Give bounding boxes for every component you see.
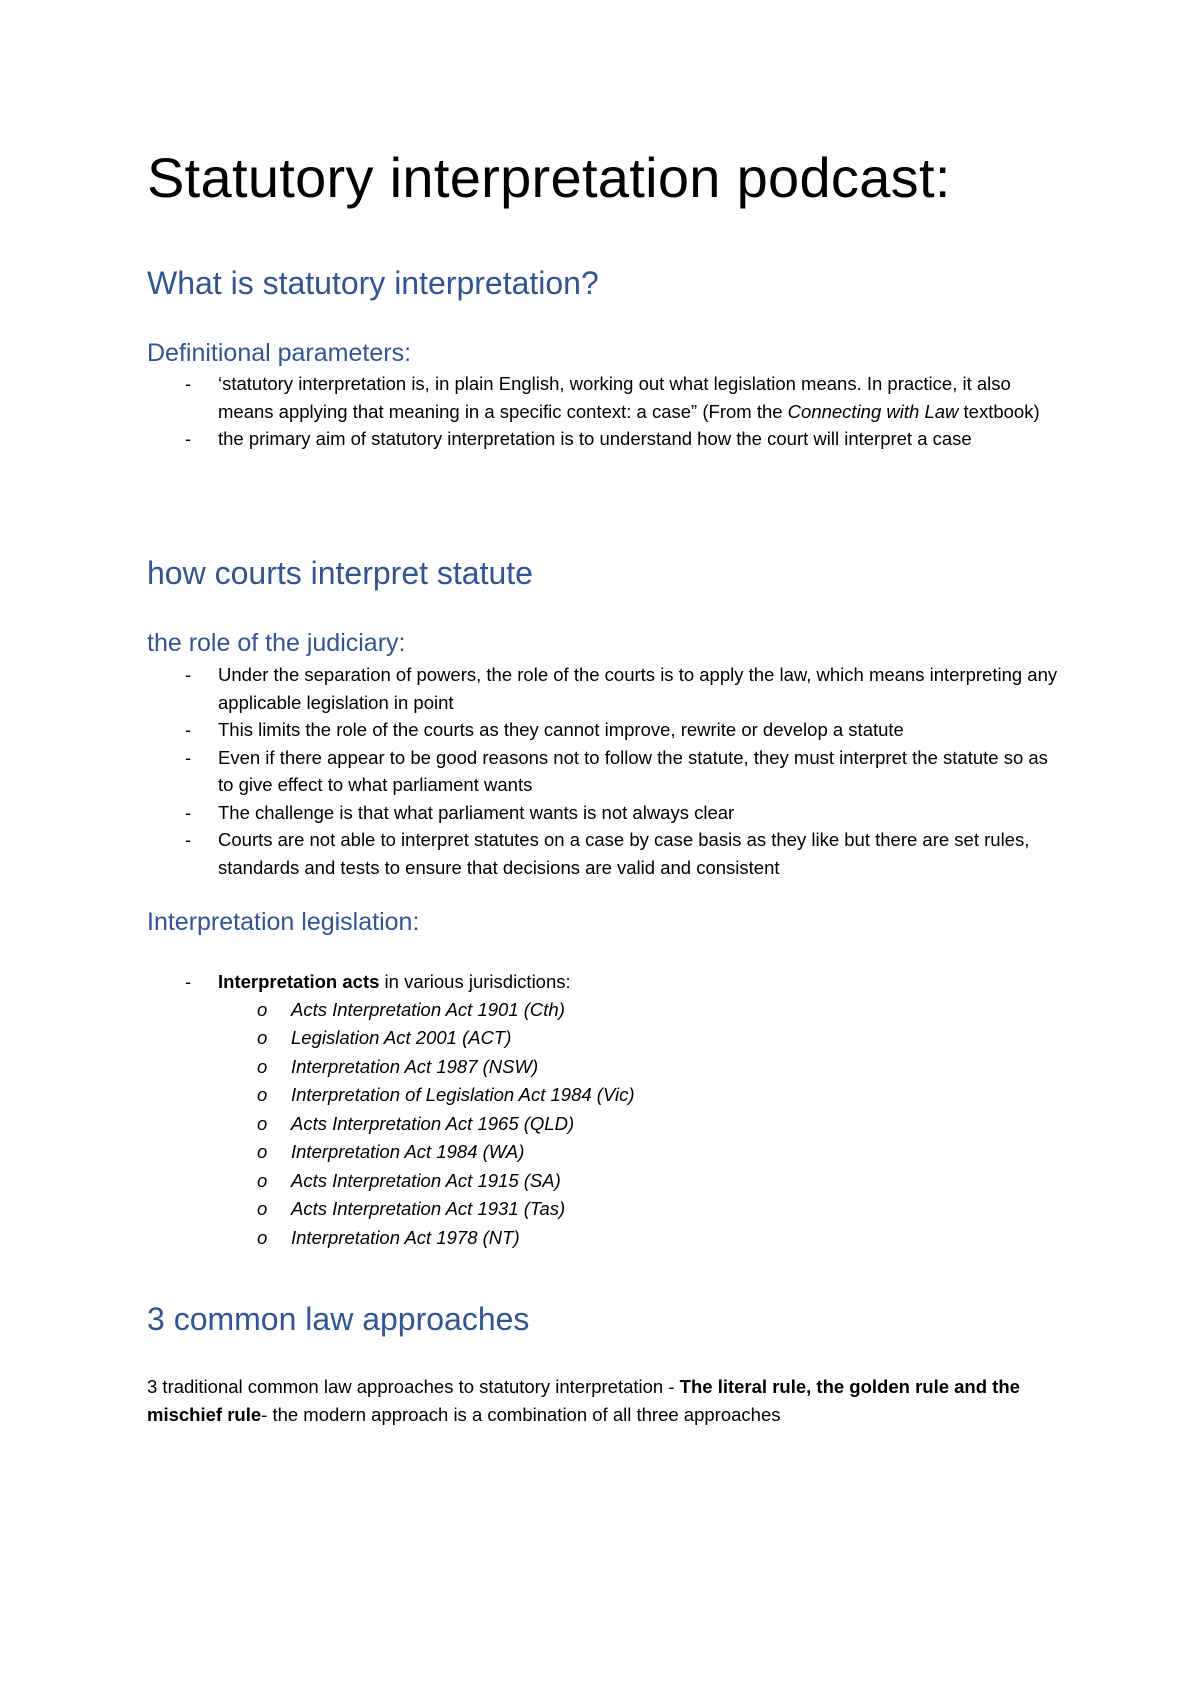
act-item: o Acts Interpretation Act 1901 (Cth) xyxy=(147,996,1067,1025)
list-item: - the primary aim of statutory interpretation is to understand how the court will interpret a case xyxy=(147,425,1067,453)
heading-how-courts-interpret-statute: how courts interpret statute xyxy=(147,555,533,591)
act-item: o Acts Interpretation Act 1965 (QLD) xyxy=(147,1110,1067,1139)
approaches-paragraph xyxy=(147,1373,1067,1428)
list-item: - Under the separation of powers, the role of the courts is to apply the law, which means interpreting any applicable legislation in point xyxy=(147,661,1067,716)
heading-common-law-approaches: 3 common law approaches xyxy=(147,1301,530,1337)
interpretation-acts-label: Interpretation acts xyxy=(218,971,380,992)
list-item: - Even if there appear to be good reasons not to follow the statute, they must interpret the statute so as to give effect to what parliament wants xyxy=(147,744,1067,799)
act-item: o Interpretation of Legislation Act 1984 (Vic) xyxy=(147,1081,1067,1110)
act-item: o Acts Interpretation Act 1915 (SA) xyxy=(147,1167,1067,1196)
definition-source: textbook) xyxy=(958,400,1040,422)
act-item: o Legislation Act 2001 (ACT) xyxy=(147,1024,1067,1053)
act-item: o Interpretation Act 1978 (NT) xyxy=(147,1224,1067,1253)
textbook-title: Connecting with Law xyxy=(787,400,959,422)
act-item: o Interpretation Act 1984 (WA) xyxy=(147,1138,1067,1167)
heading-role-of-judiciary: the role of the judiciary: xyxy=(147,629,406,657)
definition-quote: ‘statutory interpretation is, in plain English, working out what legislation means. In practice, it also means applying that meaning in a specific context: a case” (From the xyxy=(218,373,1011,422)
list-item xyxy=(147,968,1067,1252)
definitional-list xyxy=(147,370,1067,453)
page-title: Statutory interpretation podcast: xyxy=(147,146,951,209)
act-item: o Interpretation Act 1987 (NSW) xyxy=(147,1053,1067,1082)
list-item: - The challenge is that what parliament wants is not always clear xyxy=(147,799,1067,827)
legislation-list xyxy=(147,968,1067,1252)
list-item xyxy=(147,370,1067,425)
heading-what-is-statutory-interpretation: What is statutory interpretation? xyxy=(147,265,599,301)
heading-definitional-parameters: Definitional parameters: xyxy=(147,339,412,367)
acts-sublist xyxy=(218,996,1067,1253)
interpretation-acts-rest: in various jurisdictions: xyxy=(379,971,571,992)
judiciary-list xyxy=(147,661,1067,881)
approaches-intro: 3 traditional common law approaches to statutory interpretation - xyxy=(147,1376,680,1397)
approaches-rules: The literal rule, the golden rule and the mischief rule xyxy=(147,1376,1020,1425)
list-item: - Courts are not able to interpret statutes on a case by case basis as they like but there are set rules, standards and tests to ensure that decisions are valid and consistent xyxy=(147,826,1067,881)
approaches-conclusion: - the modern approach is a combination of all three approaches xyxy=(261,1403,781,1425)
list-item: - This limits the role of the courts as they cannot improve, rewrite or develop a statute xyxy=(147,716,1067,744)
act-item: o Acts Interpretation Act 1931 (Tas) xyxy=(147,1195,1067,1224)
heading-interpretation-legislation: Interpretation legislation: xyxy=(147,908,420,936)
